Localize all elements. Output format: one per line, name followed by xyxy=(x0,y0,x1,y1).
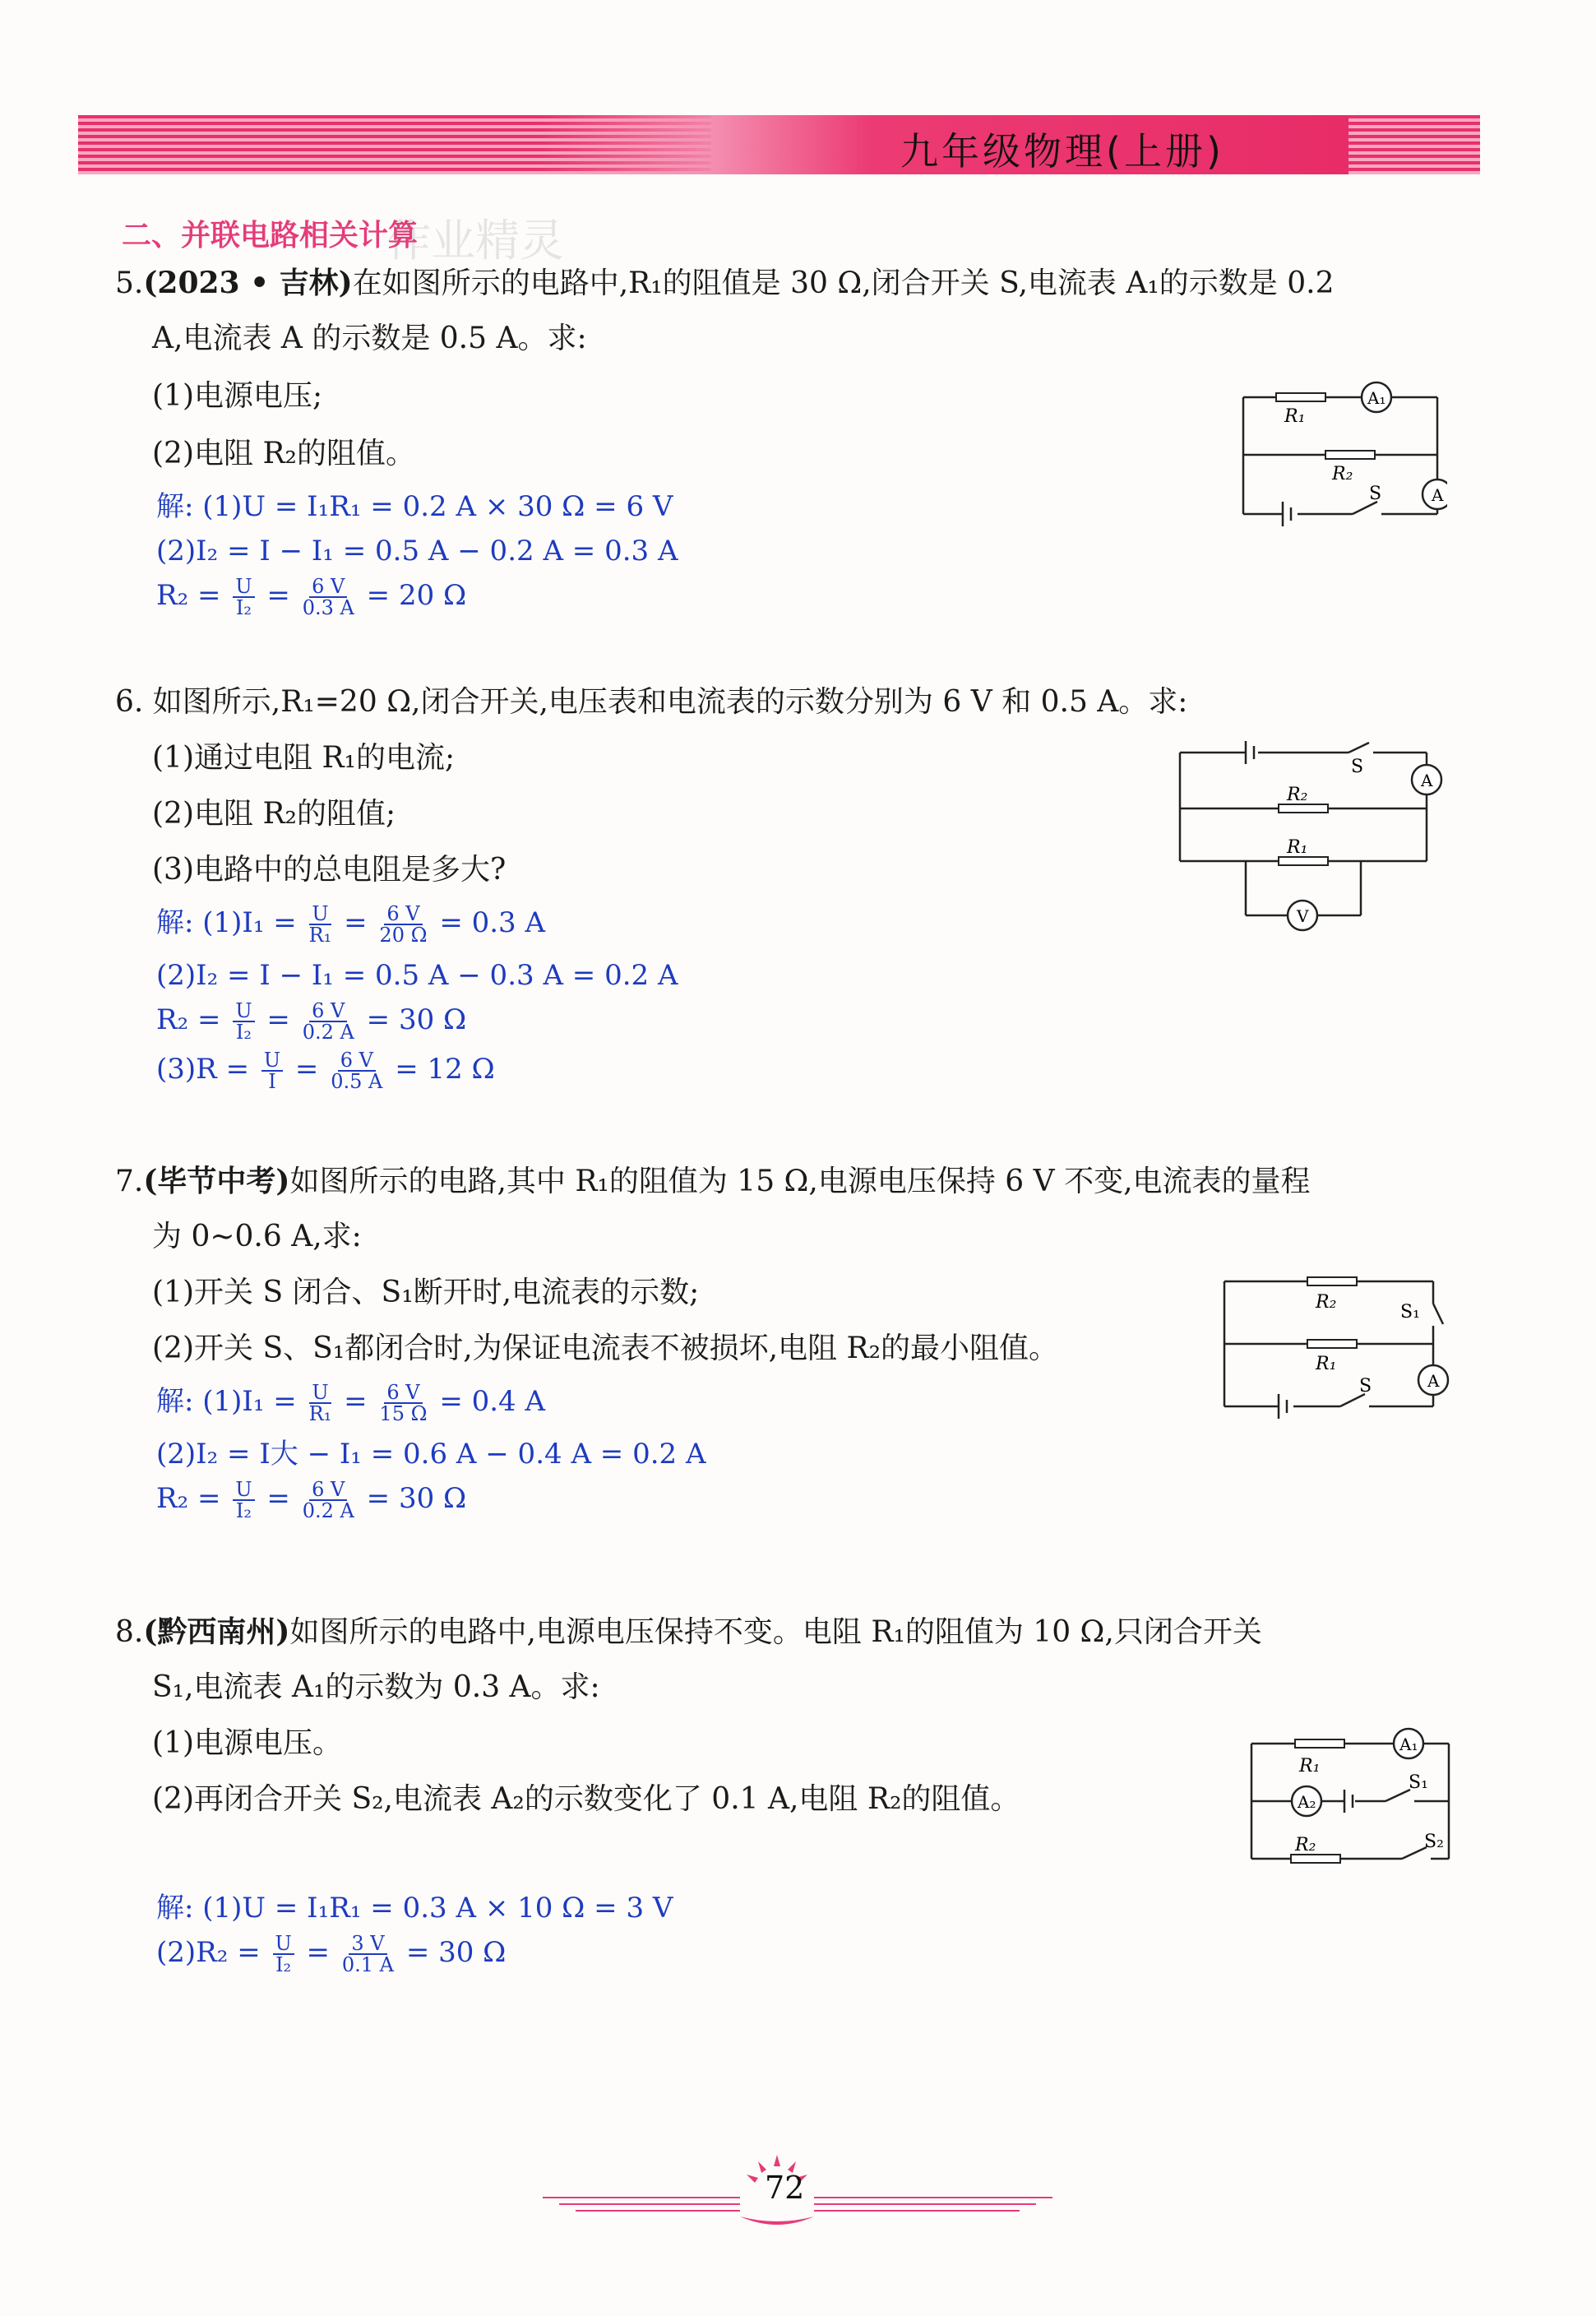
q7-answer2: (2)I₂ = I大 − I₁ = 0.6 A − 0.4 A = 0.2 A xyxy=(156,1438,706,1471)
q6-a1-frac1-num: U xyxy=(309,904,331,925)
q6-answer1 xyxy=(156,903,545,945)
q7-line1 xyxy=(115,1161,1311,1202)
header-title: 九年级物理(上册) xyxy=(900,129,1224,174)
q6-a4-post: = 12 Ω xyxy=(395,1053,495,1086)
q5-circuit-diagram xyxy=(1233,374,1447,530)
page-footer xyxy=(543,2138,1052,2229)
q7-answer3 xyxy=(156,1479,466,1521)
q7-a3-pre: R₂ = xyxy=(156,1482,221,1515)
q5-a3-pre: R₂ = xyxy=(156,579,221,612)
q7-a3-frac1-num: U xyxy=(233,1480,254,1501)
q5-answer2: (2)I₂ = I − I₁ = 0.5 A − 0.2 A = 0.3 A xyxy=(156,535,678,567)
q5-label-r2: R₂ xyxy=(1332,464,1353,484)
q5-line1 xyxy=(115,263,1335,303)
q8-a2-frac2 xyxy=(342,1934,394,1975)
q6-a4-frac1 xyxy=(261,1050,283,1091)
q5-frac2 xyxy=(303,577,354,618)
q6-label-r2: R₂ xyxy=(1287,785,1308,805)
q6-a3-frac1-num: U xyxy=(233,1001,254,1022)
q7-circuit-diagram xyxy=(1213,1267,1460,1431)
q8-label-s2: S₂ xyxy=(1424,1832,1444,1852)
q8-ammeter-a1: A₁ xyxy=(1399,1735,1418,1754)
q6-a3-frac1-den: I₂ xyxy=(235,1021,252,1044)
q7-a1-pre: 解: (1)I₁ = xyxy=(156,1385,297,1418)
q8-part2: (2)再闭合开关 S₂,电流表 A₂的示数变化了 0.1 A,电阻 R₂的阻值。 xyxy=(152,1782,1020,1816)
q5-frac1-den: I₂ xyxy=(235,596,252,619)
q7-a1-frac2-den: 15 Ω xyxy=(379,1402,428,1425)
q8-text1: 如图所示的电路中,电源电压保持不变。电阻 R₁的阻值为 10 Ω,只闭合开关 xyxy=(289,1615,1262,1649)
q8-a2-frac2-num: 3 V xyxy=(349,1934,386,1955)
q6-a4-frac2 xyxy=(331,1050,382,1091)
q6-a4-pre: (3)R = xyxy=(156,1053,250,1086)
q7-a3-frac2-den: 0.2 A xyxy=(302,1499,354,1522)
q6-part3: (3)电路中的总电阻是多大? xyxy=(152,853,507,887)
q5-text2: A,电流表 A 的示数是 0.5 A。求: xyxy=(152,322,587,355)
q8-label-r2: R₂ xyxy=(1295,1835,1316,1855)
q6-answer2: (2)I₂ = I − I₁ = 0.5 A − 0.3 A = 0.2 A xyxy=(156,959,678,992)
header-banner xyxy=(78,115,1480,174)
q8-a2-frac1-num: U xyxy=(273,1934,294,1955)
q6-a3-frac2 xyxy=(303,1001,354,1042)
q6-a3-eq: = xyxy=(266,1003,290,1036)
q5-number: 5. xyxy=(115,266,144,300)
q7-a1-frac2-num: 6 V xyxy=(384,1383,422,1404)
q7-a3-post: = 30 Ω xyxy=(366,1482,467,1515)
q6-a1-frac1-den: R₁ xyxy=(308,924,332,947)
q6-a1-eq: = xyxy=(344,906,368,939)
q6-ammeter-a: A xyxy=(1421,771,1433,790)
q7-label-r2: R₂ xyxy=(1316,1292,1337,1313)
q6-circuit-diagram xyxy=(1172,736,1451,938)
q7-a1-frac1 xyxy=(309,1383,332,1424)
q7-number: 7. xyxy=(115,1165,144,1198)
q7-a3-frac2-num: 6 V xyxy=(309,1480,347,1501)
q6-a3-frac2-num: 6 V xyxy=(309,1001,347,1022)
q6-a1-frac2-den: 20 Ω xyxy=(379,924,428,947)
q8-label-r1: R₁ xyxy=(1299,1756,1321,1776)
q5-frac2-den: 0.3 A xyxy=(302,596,354,619)
q8-circuit-diagram xyxy=(1242,1719,1460,1875)
q6-a1-frac1 xyxy=(309,904,332,945)
page-number: 72 xyxy=(765,2170,805,2206)
q7-label-s: S xyxy=(1359,1376,1372,1397)
q5-ammeter-a1: A₁ xyxy=(1367,388,1386,408)
q6-a4-frac2-den: 0.5 A xyxy=(331,1070,383,1093)
q6-a4-frac2-num: 6 V xyxy=(338,1050,376,1072)
header-fade xyxy=(539,115,736,174)
q8-label-s1: S₁ xyxy=(1409,1772,1428,1793)
q7-label-r1: R₁ xyxy=(1316,1354,1337,1374)
q7-answer1 xyxy=(156,1382,545,1424)
q8-a2-frac2-den: 0.1 A xyxy=(341,1953,394,1976)
q7-label-s1: S₁ xyxy=(1400,1302,1420,1322)
q6-a4-eq: = xyxy=(294,1053,319,1086)
q7-text1: 如图所示的电路,其中 R₁的阻值为 15 Ω,电源电压保持 6 V 不变,电流表的量程 xyxy=(289,1165,1311,1198)
q7-a3-frac1-den: I₂ xyxy=(235,1499,252,1522)
q6-a4-frac1-num: U xyxy=(261,1050,283,1072)
q5-label-r1: R₁ xyxy=(1284,406,1306,427)
q8-part1: (1)电源电压。 xyxy=(152,1726,342,1760)
q5-frac2-num: 6 V xyxy=(309,577,347,598)
q8-answer2 xyxy=(156,1933,506,1975)
q6-label-r1: R₁ xyxy=(1287,837,1308,858)
q6-label-s: S xyxy=(1351,757,1364,777)
q7-a3-frac2 xyxy=(303,1480,354,1521)
q8-a2-pre: (2)R₂ = xyxy=(156,1936,261,1969)
q6-a4-frac1-den: I xyxy=(268,1070,276,1093)
q5-text1: 在如图所示的电路中,R₁的阻值是 30 Ω,闭合开关 S,电流表 A₁的示数是 0.2 xyxy=(352,266,1335,300)
q6-a1-frac2 xyxy=(379,904,427,945)
q5-label-s: S xyxy=(1369,484,1382,504)
q5-part2: (2)电阻 R₂的阻值。 xyxy=(152,437,415,470)
q7-a1-frac2 xyxy=(379,1383,427,1424)
q5-a3-post: = 20 Ω xyxy=(366,579,467,612)
q8-number: 8. xyxy=(115,1615,144,1649)
q6-part2: (2)电阻 R₂的阻值; xyxy=(152,797,396,831)
q6-part1: (1)通过电阻 R₁的电流; xyxy=(152,741,456,775)
q5-answer1: 解: (1)U = I₁R₁ = 0.2 A × 30 Ω = 6 V xyxy=(156,490,673,523)
q8-a2-eq: = xyxy=(306,1936,331,1969)
q8-a2-frac1-den: I₂ xyxy=(275,1953,292,1976)
q7-a1-post: = 0.4 A xyxy=(439,1385,546,1418)
q6-a3-frac1 xyxy=(233,1001,254,1042)
q7-text2: 为 0~0.6 A,求: xyxy=(152,1220,362,1253)
q7-a1-frac1-num: U xyxy=(309,1383,331,1404)
q7-part1: (1)开关 S 闭合、S₁断开时,电流表的示数; xyxy=(152,1276,700,1309)
q5-source: (2023 • 吉林) xyxy=(143,266,353,300)
q7-a3-frac1 xyxy=(233,1480,254,1521)
q8-answer1: 解: (1)U = I₁R₁ = 0.3 A × 10 Ω = 3 V xyxy=(156,1892,673,1925)
q5-frac1 xyxy=(233,577,254,618)
q7-part2: (2)开关 S、S₁都闭合时,为保证电流表不被损坏,电阻 R₂的最小阻值。 xyxy=(152,1332,1059,1365)
q8-a2-frac1 xyxy=(273,1934,294,1975)
q8-a2-post: = 30 Ω xyxy=(405,1936,507,1969)
q7-a1-eq: = xyxy=(344,1385,368,1418)
q6-voltmeter-v: V xyxy=(1297,906,1309,926)
q6-a3-pre: R₂ = xyxy=(156,1003,221,1036)
q6-a3-post: = 30 Ω xyxy=(366,1003,467,1036)
q5-part1: (1)电源电压; xyxy=(152,379,323,413)
q5-a3-eq: = xyxy=(266,579,290,612)
q8-text2: S₁,电流表 A₁的示数为 0.3 A。求: xyxy=(152,1670,600,1704)
q6-answer3 xyxy=(156,1000,466,1042)
q5-answer3 xyxy=(156,576,466,618)
q8-source: (黔西南州) xyxy=(143,1614,290,1649)
section-title: 二、并联电路相关计算 xyxy=(122,219,419,252)
q7-source: (毕节中考) xyxy=(143,1164,290,1198)
q8-ammeter-a2: A₂ xyxy=(1298,1792,1316,1812)
q6-text: 6. 如图所示,R₁=20 Ω,闭合开关,电压表和电流表的示数分别为 6 V 和 0.5 A。求: xyxy=(115,685,1188,719)
q7-a3-eq: = xyxy=(266,1482,290,1515)
q7-ammeter-a: A xyxy=(1427,1371,1440,1391)
q6-a1-pre: 解: (1)I₁ = xyxy=(156,906,297,939)
q7-a1-frac1-den: R₁ xyxy=(308,1402,332,1425)
q8-line1 xyxy=(115,1612,1262,1652)
q6-a1-frac2-num: 6 V xyxy=(384,904,422,925)
q5-ammeter-a: A xyxy=(1432,485,1444,505)
q6-a3-frac2-den: 0.2 A xyxy=(302,1021,354,1044)
q6-answer4 xyxy=(156,1049,495,1091)
q6-a1-post: = 0.3 A xyxy=(439,906,546,939)
watermark: 作业精灵 xyxy=(386,215,564,266)
q5-frac1-num: U xyxy=(233,577,254,598)
